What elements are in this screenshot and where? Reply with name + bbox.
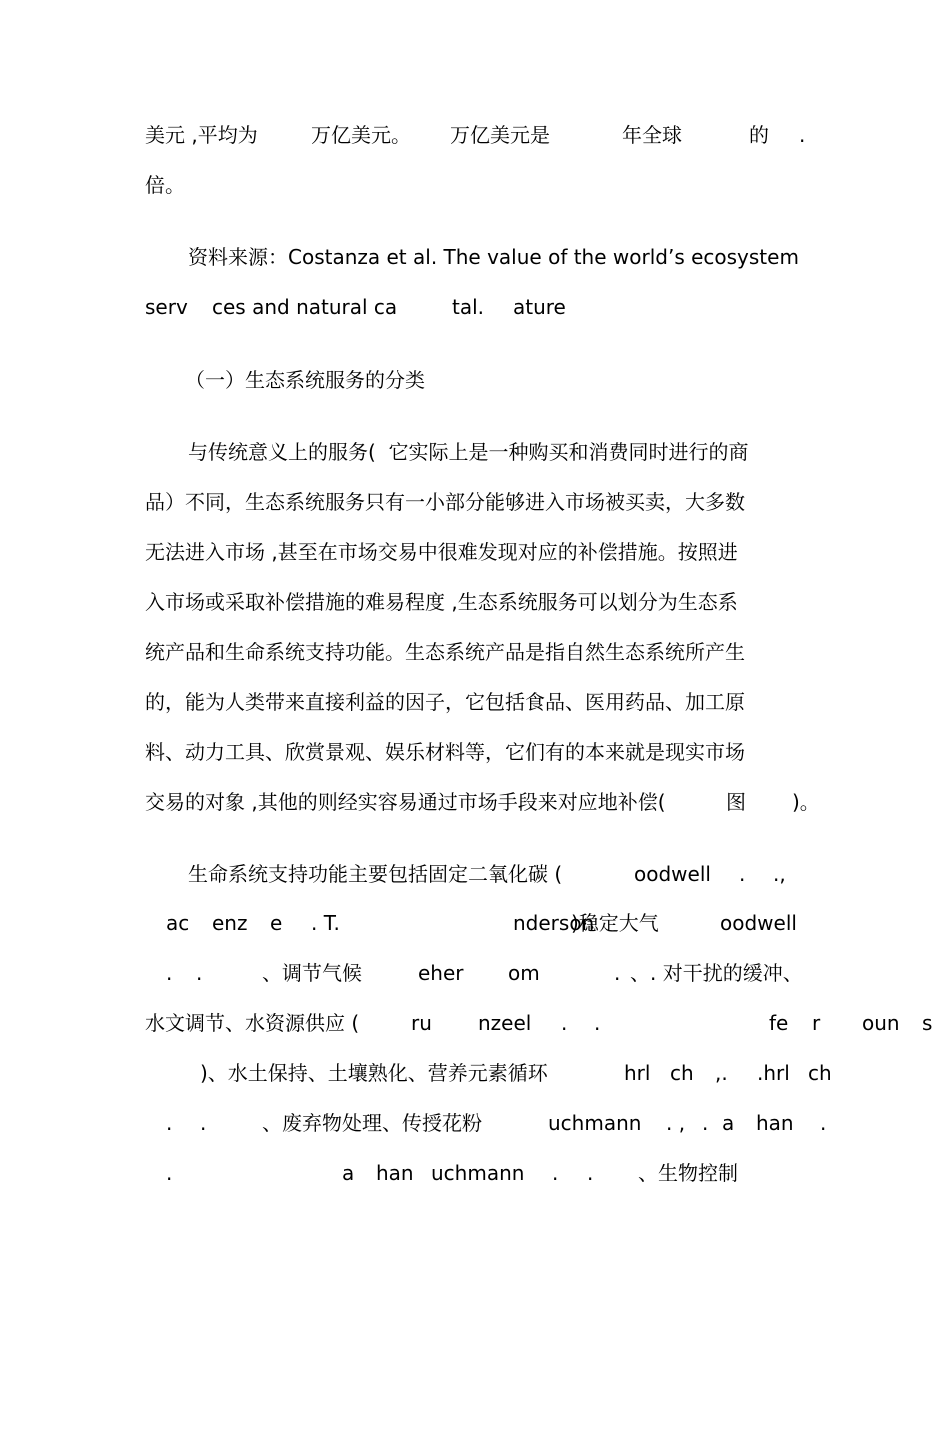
text-fragment: .hrl	[757, 1061, 790, 1085]
text-fragment: oodwell	[720, 911, 797, 935]
paragraph-line-8	[0, 787, 950, 817]
text-fragment: uchmann	[548, 1111, 642, 1135]
text-fragment: om	[508, 961, 540, 985]
text-fragment: e	[270, 911, 283, 935]
source-citation-line-1	[0, 242, 950, 272]
text-fragment: 资料来源：Costanza et al. The value of the world’s ecosystem	[188, 245, 799, 269]
text-fragment: enz	[212, 911, 248, 935]
text-fragment: 与传统意义上的服务( 它实际上是一种购买和消费同时进行的商	[188, 440, 749, 464]
text-fragment: .	[166, 1111, 173, 1135]
text-fragment: 年全球	[622, 123, 682, 147]
text-fragment: 万亿美元是	[450, 123, 550, 147]
text-fragment: 倍。	[145, 173, 185, 197]
text-fragment: )。	[792, 790, 820, 814]
section-heading	[0, 365, 950, 395]
paragraph-line-1	[0, 437, 950, 467]
text-line-1	[0, 120, 950, 150]
text-fragment: .	[196, 961, 203, 985]
paragraph-line-4	[0, 587, 950, 617]
text-fragment: serv	[145, 295, 188, 319]
text-line-2	[0, 170, 950, 200]
text-fragment: （一）生态系统服务的分类	[185, 368, 425, 392]
text-fragment: 品）不同，生态系统服务只有一小部分能够进入市场被买卖，大多数	[145, 490, 745, 514]
text-fragment: 、废弃物处理、传授花粉	[262, 1111, 482, 1135]
text-fragment: nderson	[513, 911, 595, 935]
text-fragment: 生命系统支持功能主要包括固定二氧化碳 (	[188, 862, 563, 886]
text-fragment: .	[166, 1161, 173, 1185]
paragraph-2-line-6	[0, 1108, 950, 1138]
paragraph-line-7	[0, 737, 950, 767]
text-fragment: ces and natural ca	[212, 295, 398, 319]
text-fragment: han	[756, 1111, 794, 1135]
text-fragment: uchmann	[431, 1161, 525, 1185]
source-citation-line-2	[0, 292, 950, 322]
text-fragment: eher	[418, 961, 464, 985]
text-fragment: .	[552, 1161, 559, 1185]
text-fragment: .	[702, 1111, 709, 1135]
text-fragment: a	[722, 1111, 735, 1135]
text-fragment: .,	[773, 862, 786, 886]
text-fragment: . ,	[666, 1111, 686, 1135]
text-fragment: oun	[862, 1011, 900, 1035]
text-fragment: .	[614, 961, 621, 985]
text-fragment: ch	[808, 1061, 832, 1085]
paragraph-line-5	[0, 637, 950, 667]
text-fragment: han	[376, 1161, 414, 1185]
text-fragment: ature	[513, 295, 566, 319]
paragraph-line-2	[0, 487, 950, 517]
text-fragment: 、生物控制	[638, 1161, 738, 1185]
text-fragment: .	[799, 123, 806, 147]
text-fragment: hrl	[624, 1061, 651, 1085]
text-fragment: oodwell	[634, 862, 711, 886]
paragraph-2-line-4	[0, 1008, 950, 1038]
text-fragment: .	[166, 961, 173, 985]
text-fragment: .	[200, 1111, 207, 1135]
text-fragment: ch	[670, 1061, 694, 1085]
text-fragment: ,.	[715, 1061, 728, 1085]
text-fragment: )、水土保持、土壤熟化、营养元素循环	[200, 1061, 548, 1085]
paragraph-line-3	[0, 537, 950, 567]
text-fragment: .	[587, 1161, 594, 1185]
text-fragment: ac	[166, 911, 190, 935]
text-fragment: .	[739, 862, 746, 886]
paragraph-line-6	[0, 687, 950, 717]
text-fragment: 水文调节、水资源供应 (	[145, 1011, 360, 1035]
text-fragment: 统产品和生命系统支持功能。生态系统产品是指自然生态系统所产生	[145, 640, 745, 664]
text-fragment: 的，能为人类带来直接利益的因子，它包括食品、医用药品、加工原	[145, 690, 745, 714]
paragraph-2-line-1	[0, 859, 950, 889]
text-fragment: a	[342, 1161, 355, 1185]
paragraph-2-line-3	[0, 958, 950, 988]
paragraph-2-line-7	[0, 1158, 950, 1188]
paragraph-2-line-2	[0, 908, 950, 938]
text-fragment: . T.	[311, 911, 340, 935]
text-fragment: tal.	[452, 295, 485, 319]
text-fragment: 入市场或采取补偿措施的难易程度 ,生态系统服务可以划分为生态系	[145, 590, 738, 614]
text-fragment: 图	[726, 790, 746, 814]
text-fragment: 交易的对象 ,其他的则经实容易通过市场手段来对应地补偿(	[145, 790, 666, 814]
text-fragment: 万亿美元。	[311, 123, 411, 147]
text-fragment: 、. 对干扰的缓冲、	[630, 961, 803, 985]
text-fragment: .	[561, 1011, 568, 1035]
text-fragment: .	[820, 1111, 827, 1135]
text-fragment: nzeel	[478, 1011, 532, 1035]
text-fragment: )稳定大气	[571, 911, 659, 935]
text-fragment: r	[812, 1011, 821, 1035]
text-fragment: fe	[769, 1011, 789, 1035]
text-fragment: 美元 ,平均为	[145, 123, 258, 147]
text-fragment: ru	[411, 1011, 432, 1035]
text-fragment: 的	[749, 123, 769, 147]
text-fragment: 、调节气候	[262, 961, 362, 985]
paragraph-2-line-5	[0, 1058, 950, 1088]
text-fragment: s	[922, 1011, 933, 1035]
text-fragment: 料、动力工具、欣赏景观、娱乐材料等，它们有的本来就是现实市场	[145, 740, 745, 764]
text-fragment: .	[594, 1011, 601, 1035]
text-fragment: 无法进入市场 ,甚至在市场交易中很难发现对应的补偿措施。按照进	[145, 540, 738, 564]
